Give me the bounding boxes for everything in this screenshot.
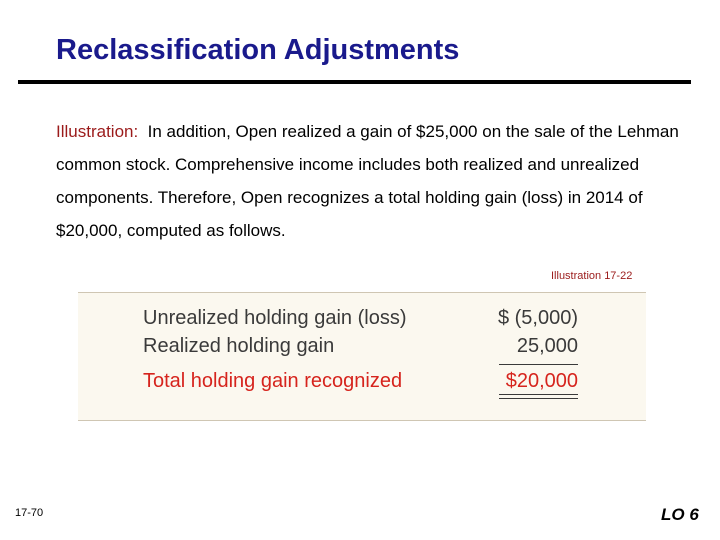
row-amount-unrealized: $ (5,000): [497, 307, 578, 329]
row-label-total: Total holding gain recognized: [143, 370, 403, 392]
subtotal-underline: [499, 364, 578, 365]
page-number: 17-70: [15, 507, 44, 519]
row-amount-realized: 25,000: [516, 335, 578, 357]
total-double-underline-bottom: [499, 398, 578, 399]
row-label-unrealized: Unrealized holding gain (loss): [143, 307, 407, 329]
illustration-paragraph: [56, 115, 696, 247]
figure-label: Illustration 17-22: [551, 270, 633, 282]
row-amount-total: $20,000: [505, 370, 578, 392]
learning-objective-label: LO 6: [661, 505, 699, 524]
title-divider: [18, 80, 691, 84]
slide-title: Reclassification Adjustments: [56, 34, 460, 66]
illustration-lead: Illustration:: [56, 122, 139, 141]
holding-gain-table: [78, 292, 646, 421]
total-double-underline-top: [499, 394, 578, 395]
illustration-text: In addition, Open realized a gain of $25,000 on the sale of the Lehman common stock. Comprehensive income includes both realized and unrealized components. Therefore, Open recognizes a total holding gain (loss) in 2014 of $20,000, computed as follows.: [56, 122, 679, 240]
row-label-realized: Realized holding gain: [143, 335, 335, 357]
